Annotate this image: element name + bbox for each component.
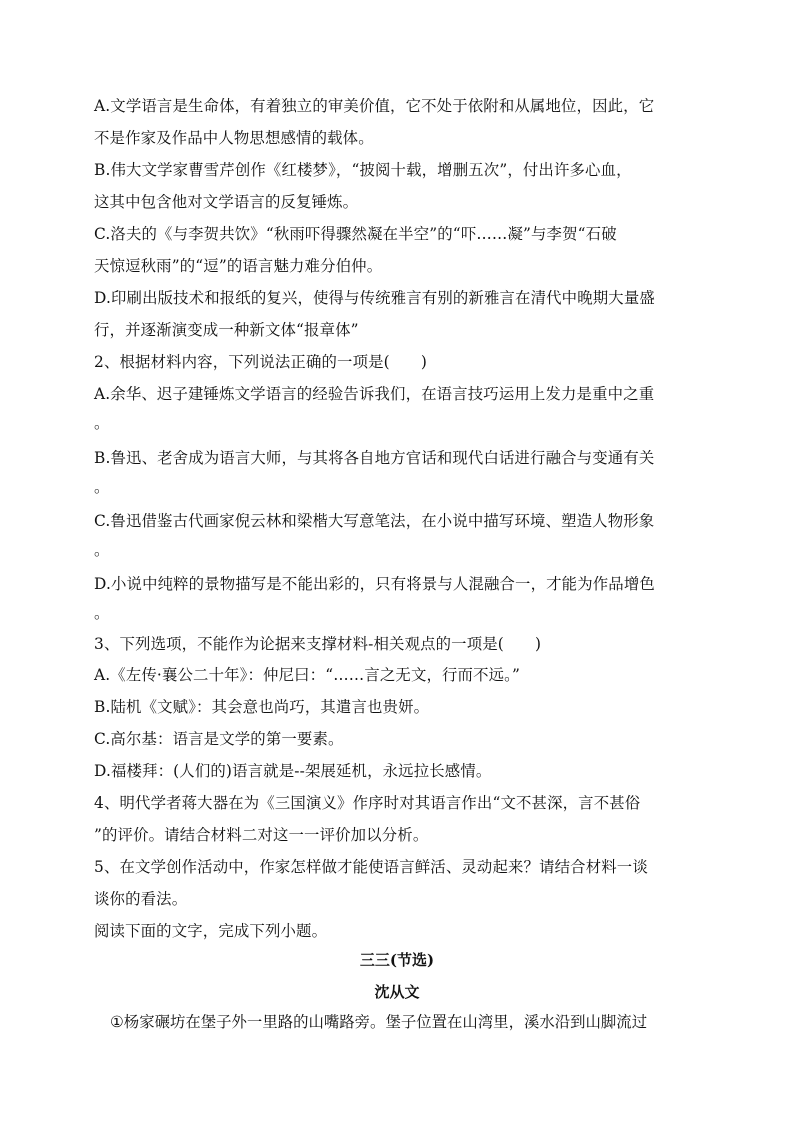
- q5-line2: 谈你的看法。: [94, 890, 188, 908]
- q1-option-d-line1: D.印刷出版技术和报纸的复兴，使得与传统雅言有别的新雅言在清代中晚期大量盛: [94, 289, 655, 307]
- q2-option-a-line2: 。: [94, 414, 110, 432]
- q3-option-c: C.高尔基：语言是文学的第一要素。: [94, 730, 344, 748]
- q2-option-d-line2: 。: [94, 604, 110, 622]
- q2-option-b-line2: 。: [94, 478, 110, 496]
- q5-line1: 5、在文学创作活动中，作家怎样做才能使语言鲜活、灵动起来？请结合材料一谈: [94, 858, 648, 876]
- q1-option-b-line2: 这其中包含他对文学语言的反复锤炼。: [94, 193, 359, 211]
- q3-stem: 3、下列选项，不能作为论据来支撑材料-相关观点的一项是( ): [94, 635, 542, 653]
- q2-option-a-line1: A.余华、迟子建锤炼文学语言的经验告诉我们，在语言技巧运用上发力是重中之重: [94, 385, 655, 403]
- story-paragraph-1: ①杨家碾坊在堡子外一里路的山嘴路旁。堡子位置在山湾里，溪水沿到山脚流过: [110, 1013, 648, 1031]
- q2-stem: 2、根据材料内容，下列说法正确的一项是( ): [94, 353, 428, 371]
- q2-option-c-line2: 。: [94, 541, 110, 559]
- q2-option-d-line1: D.小说中纯粹的景物描写是不能出彩的，只有将景与人混融合一，才能为作品增色: [94, 575, 655, 593]
- story-author: 沈从文: [374, 983, 420, 1001]
- q4-line2: ”的评价。请结合材料二对这一一评价加以分析。: [94, 826, 429, 844]
- q4-line1: 4、明代学者蒋大器在为《三国演义》作序时对其语言作出“文不甚深，言不甚俗: [94, 794, 641, 812]
- q2-option-b-line1: B.鲁迅、老舍成为语言大师，与其将各自地方官话和现代白话进行融合与变通有关: [94, 449, 655, 467]
- q3-option-b: B.陆机《文赋》：其会意也尚巧，其遣言也贵妍。: [94, 698, 430, 716]
- q1-option-b-line1: B.伟大文学家曹雪芹创作《红楼梦》，“披阅十载，增删五次”，付出许多心血，: [94, 161, 632, 179]
- q1-option-c-line2: 天惊逗秋雨”的“逗”的语言魅力难分伯仲。: [94, 257, 383, 275]
- q3-option-a: A.《左传·襄公二十年》：仲尼曰：“……言之无文，行而不远。”: [94, 666, 521, 684]
- q1-option-c-line1: C.洛夫的《与李贺共饮》“秋雨吓得骤然凝在半空”的“吓……凝”与李贺“石破: [94, 225, 617, 243]
- q1-option-a-line1: A.文学语言是生命体，有着独立的审美价值，它不处于依附和从属地位，因此，它: [94, 97, 655, 115]
- reading-instruction: 阅读下面的文字，完成下列小题。: [94, 922, 328, 940]
- q1-option-d-line2: 行，并逐渐演变成一种新文体“报章体”: [94, 321, 359, 339]
- story-title: 三三(节选): [359, 951, 435, 969]
- q2-option-c-line1: C.鲁迅借鉴古代画家倪云林和梁楷大写意笔法，在小说中描写环境、塑造人物形象: [94, 512, 655, 530]
- q1-option-a-line2: 不是作家及作品中人物思想感情的载体。: [94, 129, 374, 147]
- q3-option-d: D.福楼拜：(人们的)语言就是--架展延机，永远拉长感情。: [94, 762, 492, 780]
